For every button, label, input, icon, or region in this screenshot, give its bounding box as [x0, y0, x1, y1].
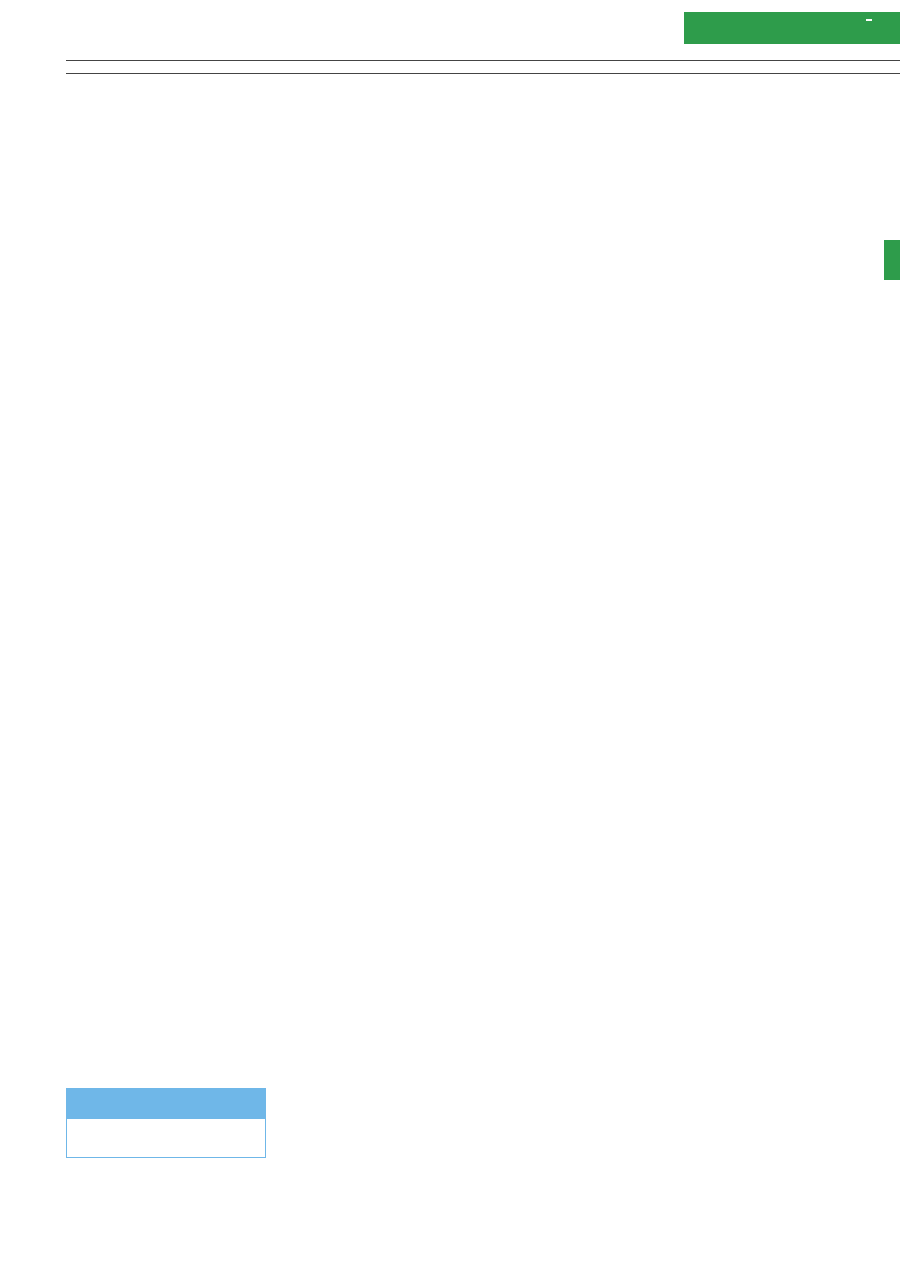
chapter-header	[684, 12, 900, 44]
side-index-tab	[884, 240, 900, 280]
info-text	[66, 1118, 266, 1158]
website-url[interactable]	[66, 1088, 266, 1118]
section-band	[66, 60, 900, 74]
chapter-page	[866, 19, 872, 21]
